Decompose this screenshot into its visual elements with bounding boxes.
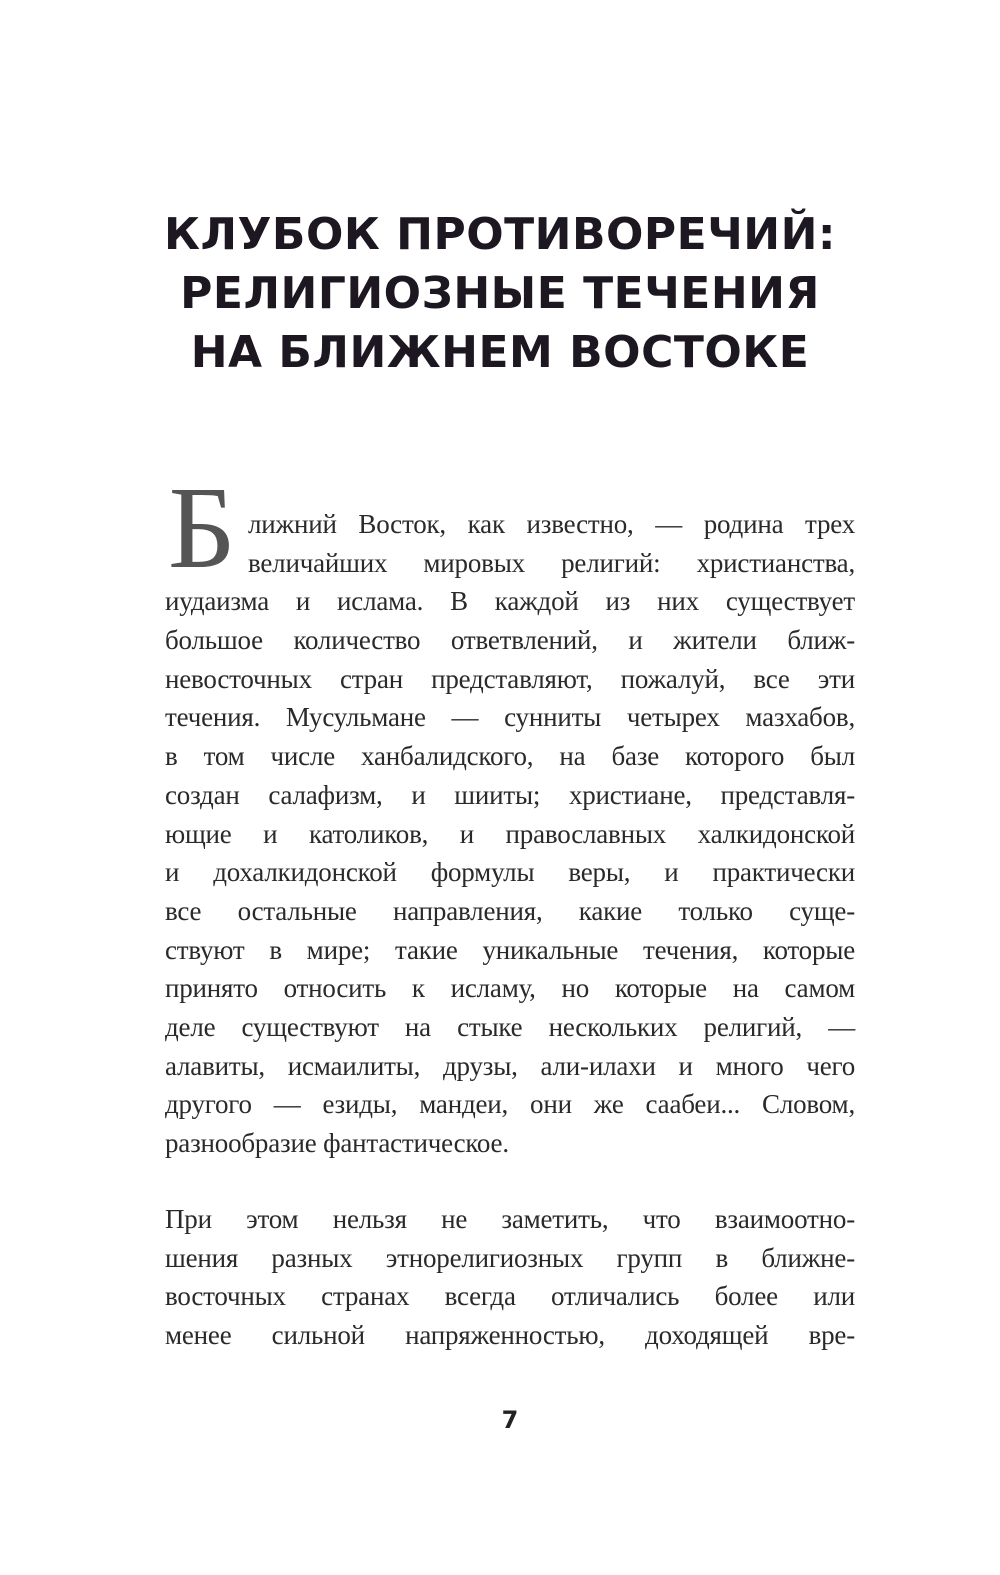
chapter-title-line: НА БЛИЖНЕМ ВОСТОКЕ: [190, 327, 810, 378]
chapter-title: [0, 205, 1000, 382]
text-line: При этом нельзя не заметить, что взаимоотно-: [165, 1204, 855, 1234]
page-number: 7: [501, 1406, 519, 1434]
text-line: ствуют в мире; такие уникальные течения, которые: [165, 934, 855, 965]
chapter-title-line: КЛУБОК ПРОТИВОРЕЧИЙ:: [163, 209, 837, 260]
text-line: невосточных стран представляют, пожалуй, все эти: [165, 663, 855, 694]
text-line: течения. Мусульмане — сунниты четырех мазхабов,: [165, 702, 855, 733]
text-line: иудаизма и ислама. В каждой из них существует: [165, 586, 855, 617]
text-line: ющие и католиков, и православных халкидонской: [165, 818, 855, 849]
text-line: восточных странах всегда отличались более или: [165, 1281, 855, 1312]
text-line: менее сильной напряженностью, доходящей вре-: [165, 1320, 855, 1351]
paragraph-2: [165, 1200, 855, 1355]
text-line: разнообразие фантастическое.: [165, 1128, 509, 1158]
text-line: все остальные направления, какие только суще-: [165, 895, 855, 926]
drop-cap: Б: [168, 462, 236, 593]
text-line: создан салафизм, и шииты; христиане, представля-: [165, 779, 855, 810]
text-line: величайших мировых религий: христианства,: [248, 547, 855, 578]
text-line: в том числе ханбалидского, на базе которого был: [165, 741, 855, 772]
paragraph-1: [165, 505, 855, 1163]
text-line: лижний Восток, как известно, — родина трех: [248, 509, 855, 539]
chapter-title-line: РЕЛИГИОЗНЫЕ ТЕЧЕНИЯ: [180, 268, 820, 319]
text-line: алавиты, исмаилиты, друзы, али-илахи и много чего: [165, 1050, 855, 1081]
text-line: принято относить к исламу, но которые на самом: [165, 973, 855, 1004]
text-line: шения разных этнорелигиозных групп в ближне-: [165, 1242, 855, 1273]
text-line: большое количество ответвлений, и жители ближ-: [165, 625, 855, 656]
text-line: и дохалкидонской формулы веры, и практически: [165, 857, 855, 888]
text-line: деле существуют на стыке нескольких религий, —: [165, 1011, 855, 1042]
text-line: другого — езиды, мандеи, они же саабеи... Словом,: [165, 1089, 855, 1120]
